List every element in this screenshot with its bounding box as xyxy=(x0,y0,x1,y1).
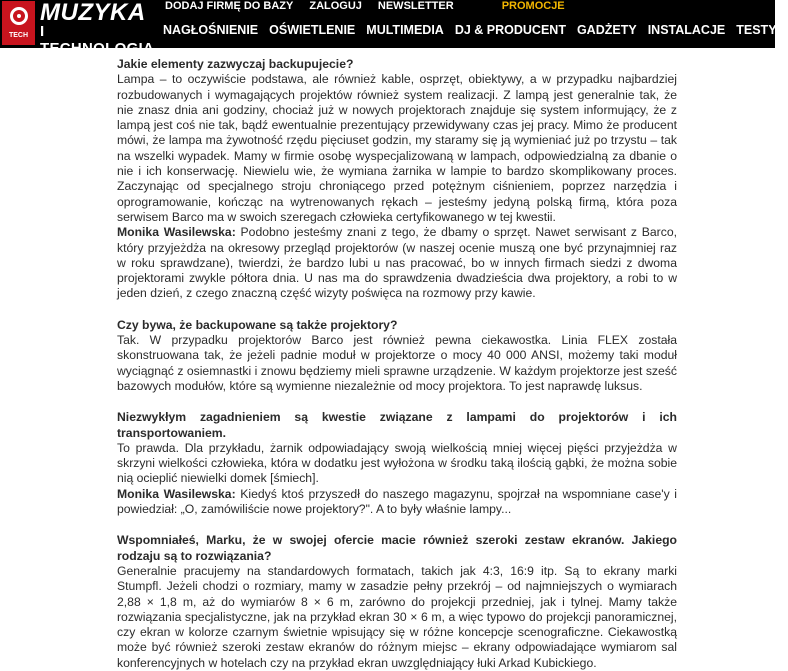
site-logo[interactable] xyxy=(2,0,155,57)
speaker-name: Monika Wasilewska: xyxy=(117,225,236,240)
answer-paragraph: Tak. W przypadku projektorów Barco jest również pewna ciekawostka. Linia FLEX została skonstruowana tak, że jeżeli padnie moduł w projektorze o mocy 40 000 ANSI, możemy taki moduł wyciągnąć z osiemnastki i znowu będziemy mieli sprawne urządzenie. W każdym projektorze jest sześć bazowych modułów, które są wymienne niezależnie od mocy projektora. To jest naprawdę luksus. xyxy=(117,333,677,393)
question-heading: Jakie elementy zazwyczaj backupujecie? xyxy=(117,57,354,71)
nav-item-instalacje[interactable]: INSTALACJE xyxy=(647,23,726,37)
nav-item-multimedia[interactable]: MULTIMEDIA xyxy=(366,23,444,37)
nav-item-oswietlenie[interactable]: OŚWIETLENIE xyxy=(269,23,356,37)
question-heading: Niezwykłym zagadnieniem są kwestie związane z lampami do projektorów i ich transportowaniem. xyxy=(117,410,677,440)
newsletter-link[interactable]: NEWSLETTER xyxy=(377,0,454,12)
add-company-link[interactable]: DODAJ FIRMĘ DO BAZY xyxy=(165,0,294,12)
logo-tag: TECH xyxy=(8,32,29,39)
logo-circle-icon xyxy=(10,7,28,25)
main-nav xyxy=(163,22,788,38)
answer-paragraph: To prawda. Dla przykładu, żarnik odpowiadający swoją wielkością mniej więcej pięści przyjeżdża w skrzyni wielkości człowieka, która w dodatku jest wyłożona w środku taką ilością gąbki, że można sobie nią ocieplić niewielki domek [śmiech]. xyxy=(117,440,677,486)
question-heading: Czy bywa, że backupowane są także projektory? xyxy=(117,317,398,332)
answer-paragraph: Lampa – to oczywiście podstawa, ale również kable, osprzęt, obiektywy, a w przypadku najbardziej rozbudowanych i wymagających projektów również system realizacji. Z lampą jest generalnie tak, że nie znasz dnia ani godziny, chociaż już w nowych projektorach znajduje się system informujący, że z lampą jest coś nie tak, bądź ewentualnie prezentujący przewidywany czas jej pracy. Mimo że producent mówi, że lampa ma żywotność rzędu pięciuset godzin, my staramy się ją wymieniać już po trzystu – tak na wszelki wypadek. Mamy w firmie osobę wyspecjalizowaną w lampach, odpowiedzialną za dbanie o nie i ich konserwację. Niewielu wie, że wymiana żarnika w lampie to bardzo skomplikowany proces. Zaczynając od specjalnego stroju chroniącego przed potężnym ciśnieniem, poprzez narzędzia i oprogramowanie, kończąc na wytrenowanych rękach – jesteśmy jedyną polską firmą, która poza serwisem Barco ma w swoich szeregach człowieka certyfikowanego w tej kwestii. xyxy=(117,72,677,224)
speaker-text: Kiedyś ktoś przyszedł do naszego magazynu, spojrzał na wspomniane case'y i powiedział: „O, zamówiliście nowe projektory?". A to były właśnie lampy... xyxy=(117,486,677,517)
logo-subtitle: I TECHNOLOGIA xyxy=(40,23,155,57)
nav-item-gadzety[interactable]: GADŻETY xyxy=(576,23,637,37)
speaker-paragraph xyxy=(117,487,677,518)
question-heading: Wspomniałeś, Marku, że w swojej ofercie macie również szeroki zestaw ekranów. Jakiego rodzaju są to rozwiązania? xyxy=(117,533,677,563)
nav-item-dj-producent[interactable]: DJ & PRODUCENT xyxy=(454,23,566,37)
promo-link[interactable]: PROMOCJE xyxy=(501,0,565,12)
speaker-name: Monika Wasilewska: xyxy=(117,486,236,501)
speaker-paragraph xyxy=(117,225,677,301)
site-header xyxy=(0,0,777,57)
nav-item-testy[interactable]: TESTY xyxy=(736,23,777,37)
top-links xyxy=(165,0,581,12)
logo-mark xyxy=(2,1,35,45)
login-link[interactable]: ZALOGUJ xyxy=(309,0,362,12)
answer-paragraph: Generalnie pracujemy na standardowych formatach, takich jak 4:3, 16:9 itp. Są to ekrany marki Stumpfl. Jeżeli chodzi o rozmiary, mamy w zasadzie pełny przekrój – od najmniejszych o wymiarach 2,88 × 1,8 m, aż do wymiarów 8 × 6 m, zarówno do projekcji przedniej, jak i tylnej. Mamy także rozwiązania specjalistyczne, jak na przykład ekran 30 × 6 m, a więc typowo do projekcji panoramicznej, czy ekran w kolorze czarnym świetnie wpisujący się w różne koncepcje scenograficzne. Ciekawostką może być również szeroki zestaw ekranów do różnym miejsc – ekrany odpowiadające wymiarom sal konferencyjnych w hotelach czy na przykład ekran uwzględniający łuki Arkad Kubickiego. xyxy=(117,563,677,670)
article-body xyxy=(117,57,677,671)
speaker-text: Podobno jesteśmy znani z tego, że dbamy o sprzęt. Nawet serwisant z Barco, który przyjeżdża na okresowy przegląd projektorów (w naszej ocenie muszą one być przynajmniej raz w roku sprawdzane), twierdzi, że bardzo lubi u nas pracować, bo w innych firmach siedzi z dwoma projektorami zwykle półtora dnia. U nas ma do sprawdzenia dwadzieścia dwa projektory, a robi to w jeden dzień, z czego znaczną część wizyty poświęca na rozmowy przy kawie. xyxy=(117,225,677,301)
logo-title: MUZYKA xyxy=(40,0,146,26)
nav-item-naglosnienie[interactable]: NAGŁOŚNIENIE xyxy=(163,23,259,37)
